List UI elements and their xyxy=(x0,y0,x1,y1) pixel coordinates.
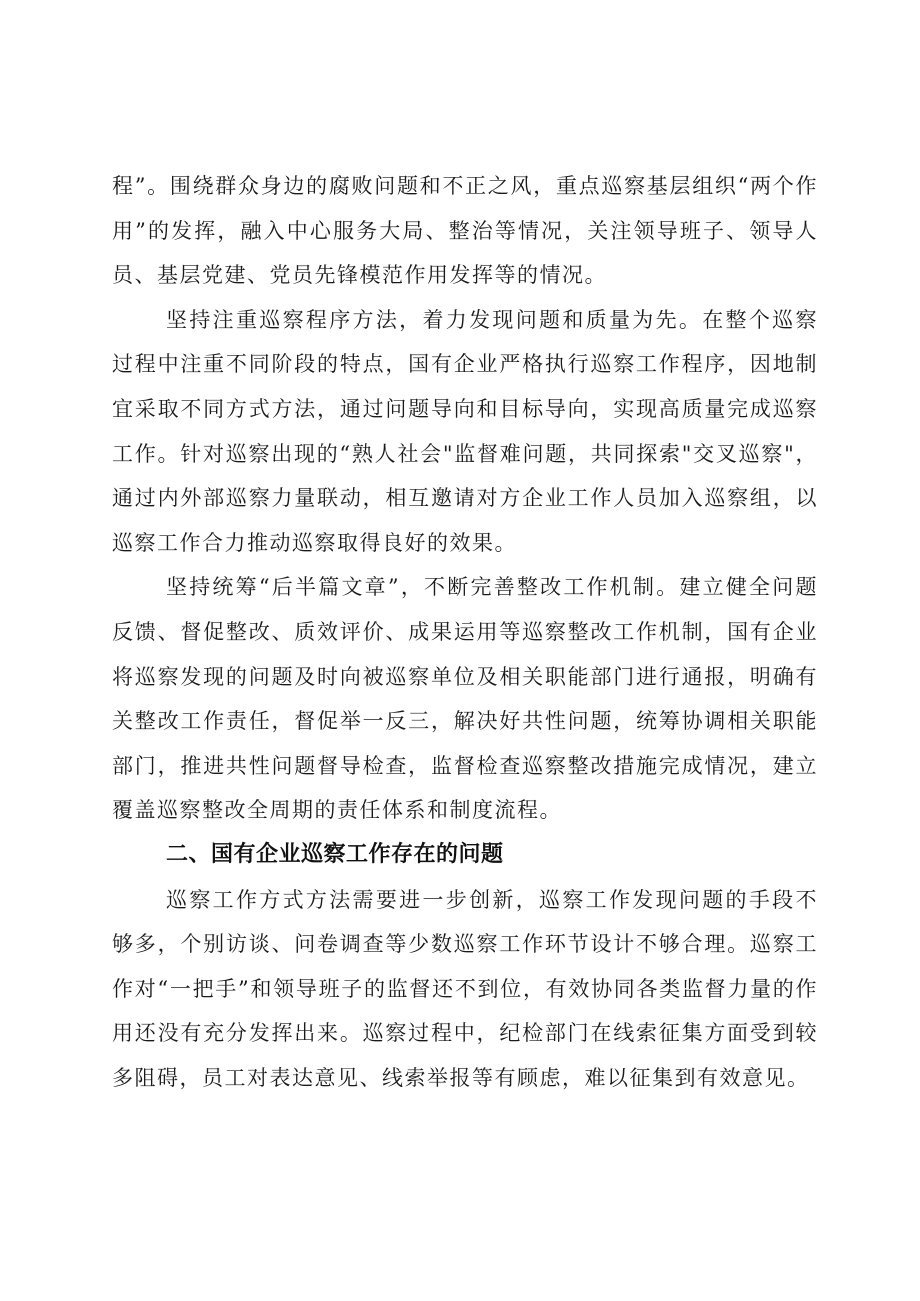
section-heading: 二、国有企业巡察工作存在的问题 xyxy=(166,841,504,867)
document-body xyxy=(112,164,818,1100)
paragraph-inspection-procedure: 坚持注重巡察程序方法，着力发现问题和质量为先。在整个巡察过程中注重不同阶段的特点，国有企业严格执行巡察工作程序，因地制宜采取不同方式方法，通过问题导向和目标导向，实现高质量完成巡察工作。针对巡察出现的“熟人社会"监督难问题，共同探索"交叉巡察"，通过内外部巡察力量联动，相互邀请对方企业工作人员加入巡察组，以巡察工作合力推动巡察取得良好的效果。 xyxy=(112,307,818,555)
paragraph-existing-problems: 巡察工作方式方法需要进一步创新，巡察工作发现问题的手段不够多，个别访谈、问卷调查等少数巡察工作环节设计不够合理。巡察工作对“一把手”和领导班子的监督还不到位，有效协同各类监督力量的作用还没有充分发挥出来。巡察过程中，纪检部门在线索征集方面受到较多阻碍，员工对表达意见、线索举报等有顾虑，难以征集到有效意见。 xyxy=(112,887,818,1090)
paragraph-continuation: 程”。围绕群众身边的腐败问题和不正之风，重点巡察基层组织“两个作用”的发挥，融入中心服务大局、整治等情况，关注领导班子、领导人员、基层党建、党员先锋模范作用发挥等的情况。 xyxy=(112,174,818,288)
paragraph-rectification-mechanism: 坚持统筹“后半篇文章”，不断完善整改工作机制。建立健全问题反馈、督促整改、质效评价、成果运用等巡察整改工作机制，国有企业将巡察发现的问题及时向被巡察单位及相关职能部门进行通报，明确有关整改工作责任，督促举一反三，解决好共性问题，统筹协调相关职能部门，推进共性问题督导检查，监督检查巡察整改措施完成情况，建立覆盖巡察整改全周期的责任体系和制度流程。 xyxy=(112,575,818,823)
